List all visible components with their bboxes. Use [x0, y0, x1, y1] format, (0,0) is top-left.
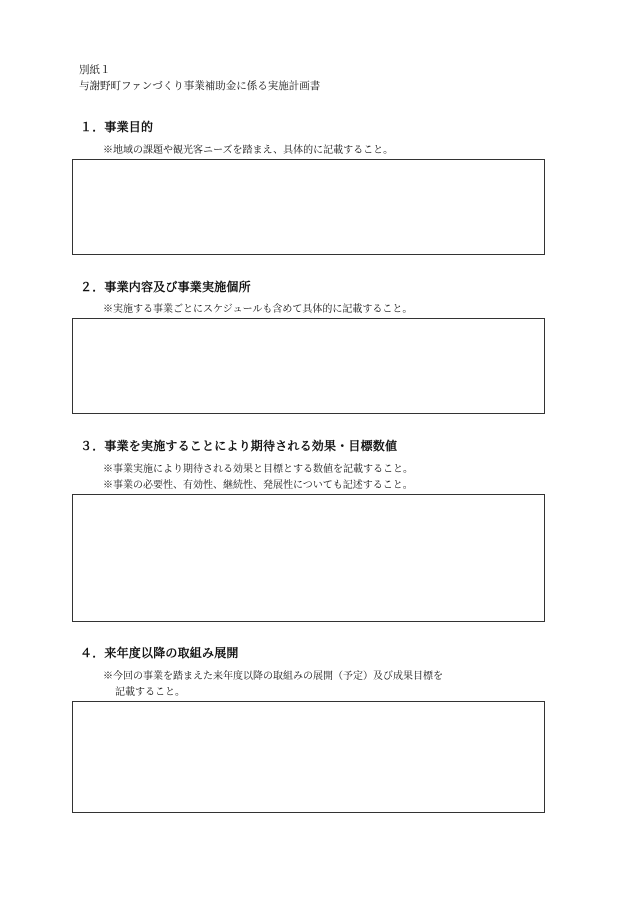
section-1-note-1: ※地域の課題や観光客ニーズを踏まえ、具体的に記載すること。: [103, 145, 394, 156]
section-4-note-2: 記載すること。: [115, 687, 185, 698]
section-3-note-2: ※事業の必要性、有効性、継続性、発展性についても記述すること。: [103, 480, 413, 491]
section-4-heading: ４．来年度以降の取組み展開: [80, 646, 239, 660]
section-2-answer-box[interactable]: [72, 318, 545, 414]
section-1-heading: １．事業目的: [80, 120, 154, 134]
section-3-note-1: ※事業実施により期待される効果と目標とする数値を記載すること。: [103, 464, 413, 475]
section-2-heading: ２．事業内容及び事業実施個所: [80, 280, 251, 294]
section-3-answer-box[interactable]: [72, 494, 545, 622]
section-1-answer-box[interactable]: [72, 159, 545, 255]
document-title: 与謝野町ファンづくり事業補助金に係る実施計画書: [79, 80, 321, 92]
section-4-note-1: ※今回の事業を踏まえた来年度以降の取組みの展開（予定）及び成果目標を: [103, 671, 443, 682]
section-2-note-1: ※実施する事業ごとにスケジュールも含めて具体的に記載すること。: [103, 304, 413, 315]
attachment-label: 別紙１: [79, 64, 111, 76]
section-4-answer-box[interactable]: [72, 701, 545, 813]
section-3-heading: ３．事業を実施することにより期待される効果・目標数値: [80, 439, 398, 453]
